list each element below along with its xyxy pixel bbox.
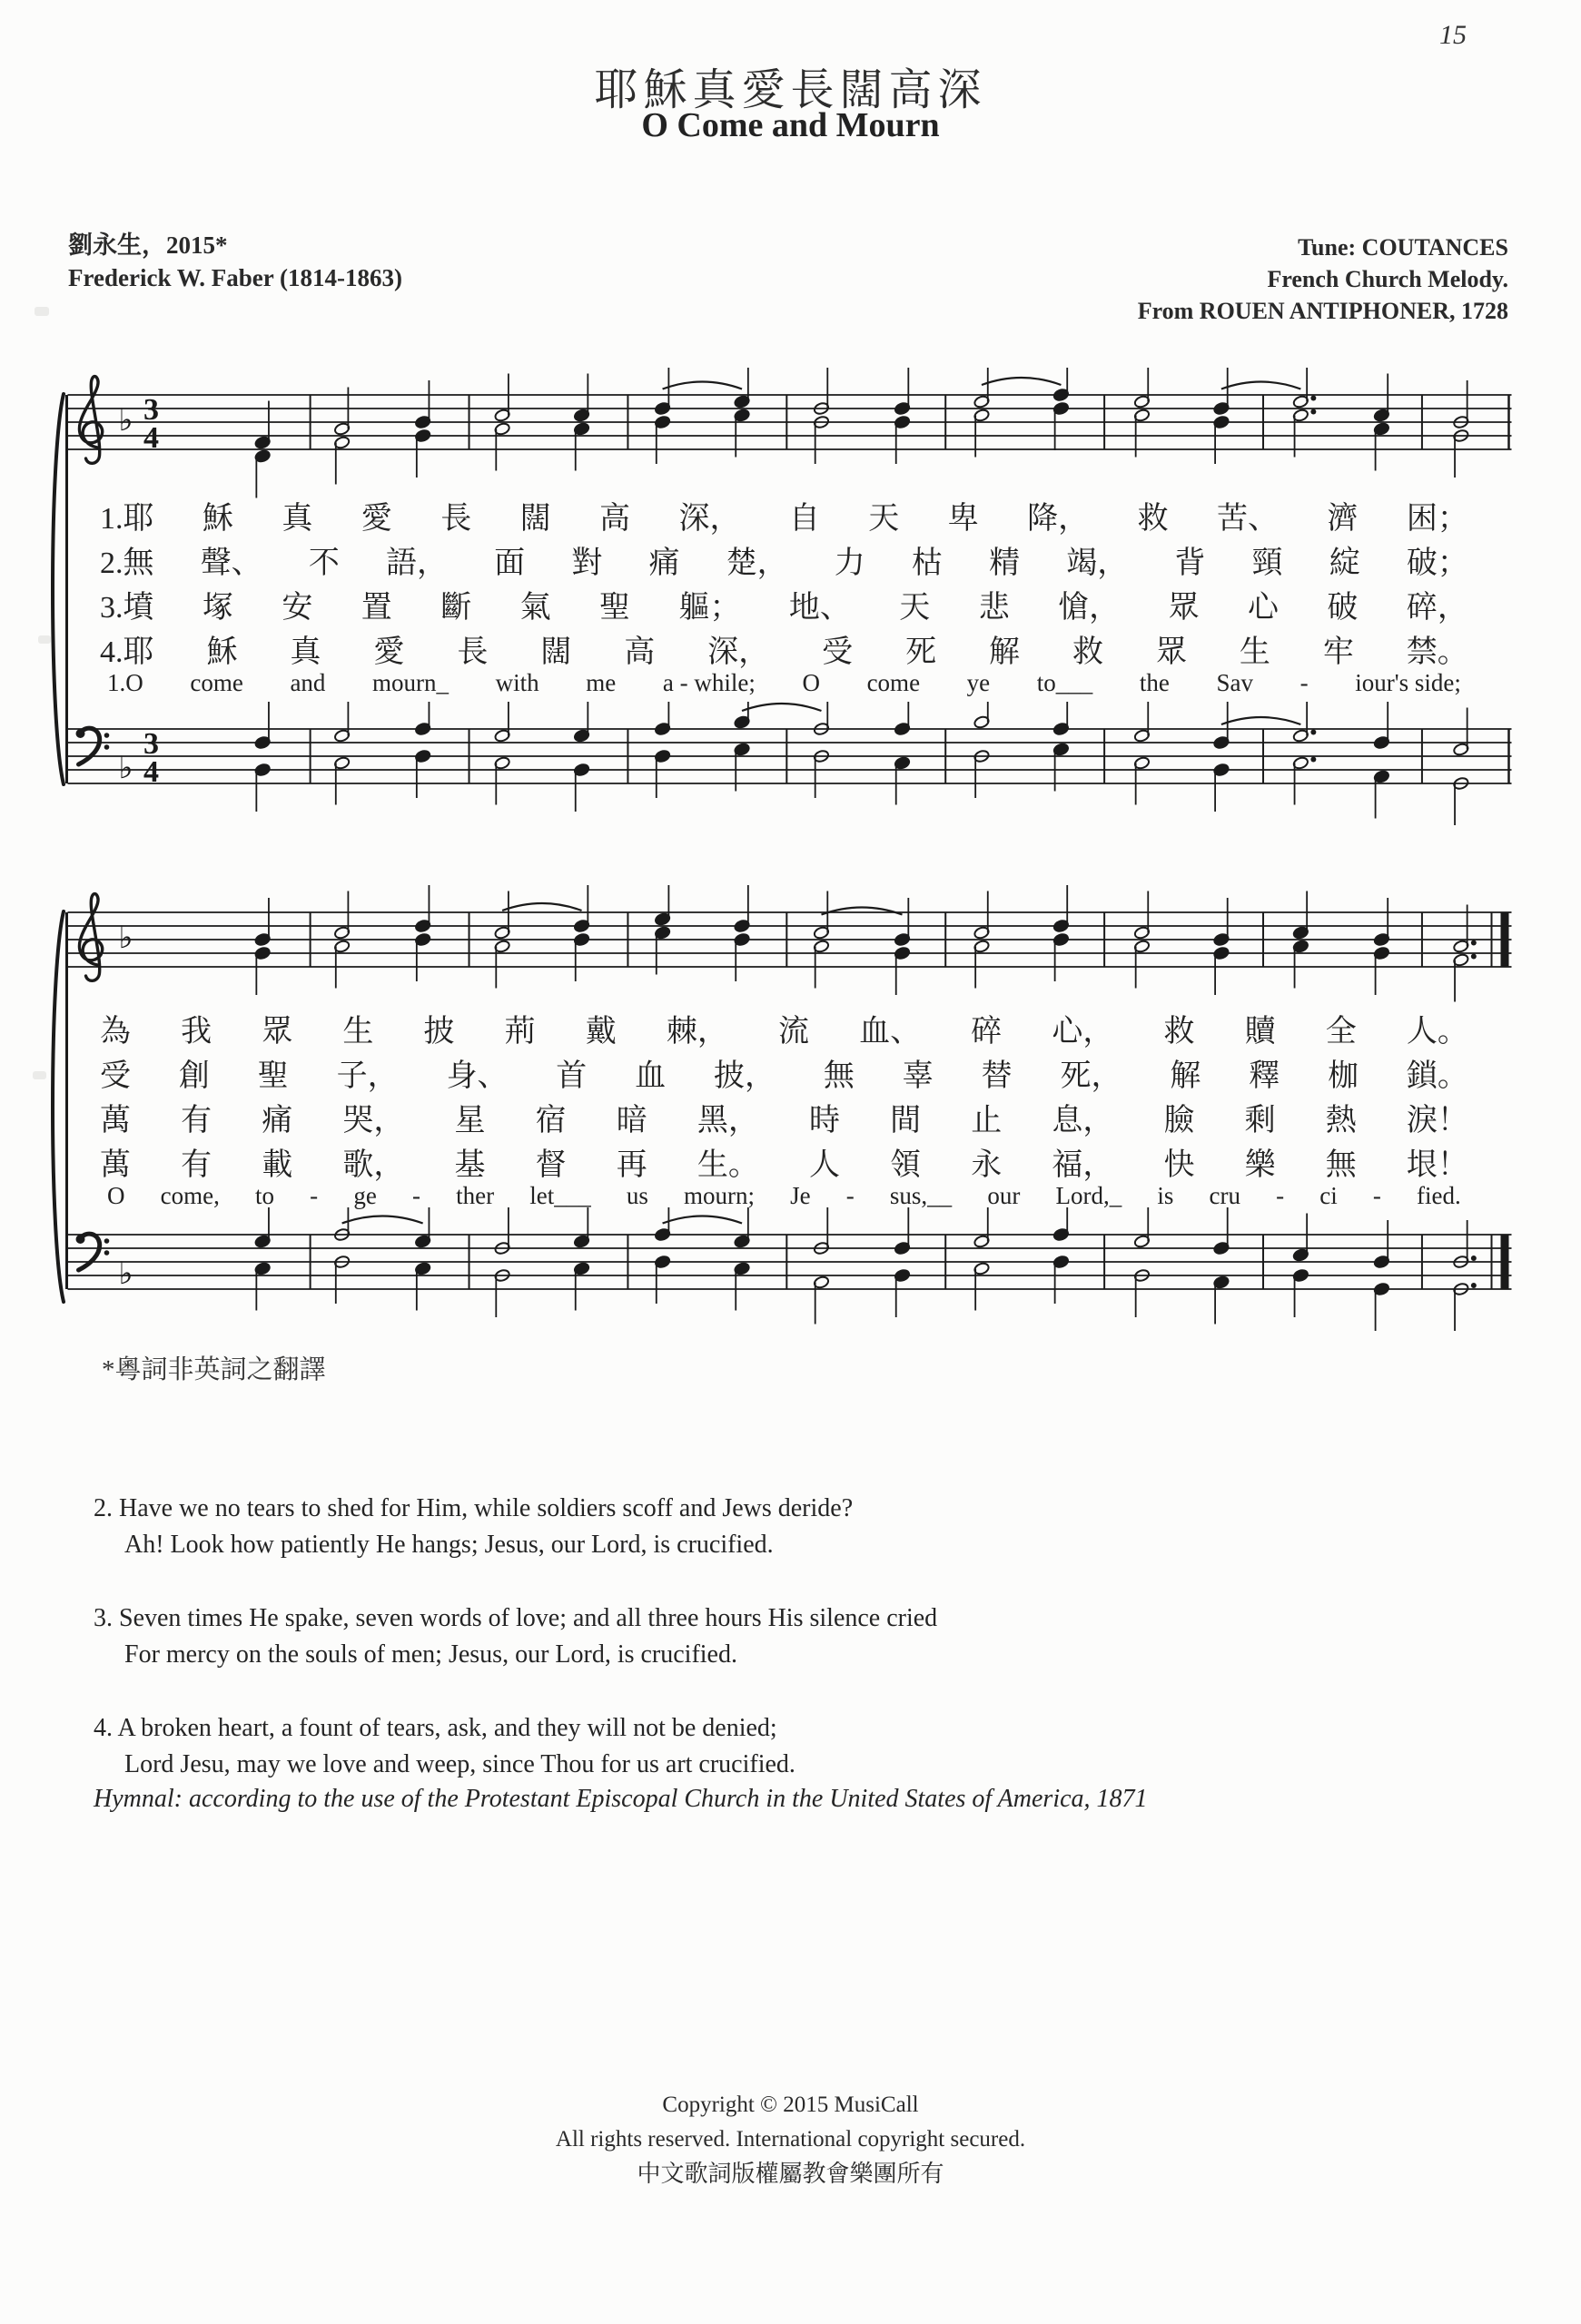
lyric-syllable: 天 <box>899 591 931 625</box>
lyric-syllable: 解 <box>989 635 1021 669</box>
lyric-syllable: let___ <box>529 1182 591 1209</box>
lyric-syllable: 贖 <box>1244 1015 1276 1049</box>
lyric-syllable: 快 <box>1163 1148 1195 1182</box>
lyric-syllable: Je <box>790 1182 811 1209</box>
lyric-syllable: 不 <box>308 547 340 580</box>
lyric-syllable: 救 <box>1072 635 1103 669</box>
hymn-title-english: O Come and Mourn <box>641 106 940 144</box>
lyric-syllable: 永 <box>971 1148 1003 1182</box>
lyric-syllable: 人。 <box>1406 1015 1468 1049</box>
lyric-syllable: 救 <box>1163 1015 1195 1049</box>
lyric-syllable: 3.墳 <box>100 591 154 625</box>
tune-name-line: Tune: COUTANCES <box>1298 234 1508 261</box>
hymnal-source-line: Hymnal: according to the use of the Protestant Episcopal Church in the United States of America, 1871 <box>94 1785 1148 1813</box>
lyric-syllable: 萬 <box>100 1104 131 1137</box>
lyric-syllable: mourn_ <box>372 669 450 696</box>
lyric-syllable: 降， <box>1027 502 1090 536</box>
lyric-syllable: Sav <box>1216 669 1253 696</box>
lyric-syllable: is <box>1157 1182 1174 1209</box>
lyric-syllable: 高 <box>624 635 656 669</box>
lyric-line-verse4-cn <box>65 626 1514 671</box>
lyric-syllable: 止 <box>971 1104 1003 1137</box>
lyric-syllable: and <box>290 669 326 696</box>
lyric-syllable: 生 <box>1239 635 1270 669</box>
system-brace-icon <box>45 909 65 1305</box>
lyric-syllable: me <box>586 669 617 696</box>
copyright-line-3-chinese: 中文歌詞版權屬教會樂團所有 <box>637 2161 944 2187</box>
footnote: *粵詞非英詞之翻譯 <box>102 1355 326 1384</box>
lyric-syllable: 披， <box>714 1059 776 1093</box>
lyric-syllable: 長 <box>457 635 489 669</box>
lyric-syllable: 碎， <box>1406 591 1468 625</box>
lyric-syllable: 釋 <box>1249 1059 1280 1093</box>
lyric-syllable: 臉 <box>1163 1104 1195 1137</box>
lyric-syllable: 闊 <box>540 635 572 669</box>
lyric-line-verse3-cn <box>65 582 1514 626</box>
lyric-syllable: 4.耶 <box>100 635 154 669</box>
lyric-syllable: 真 <box>282 502 313 536</box>
lyric-syllable: 卑 <box>947 502 979 536</box>
lyric-syllable: 我 <box>181 1015 212 1049</box>
svg-text:♭: ♭ <box>118 750 133 786</box>
lyric-syllable: 替 <box>981 1059 1013 1093</box>
lyric-syllable: - <box>411 1182 420 1209</box>
lyric-syllable: 暗 <box>616 1104 647 1137</box>
lyric-syllable: 流 <box>778 1015 809 1049</box>
lyric-syllable: 苦、 <box>1216 502 1279 536</box>
lyric-syllable: 聖 <box>257 1059 289 1093</box>
lyric-syllable: 全 <box>1325 1015 1357 1049</box>
lyric-syllable: 有 <box>181 1148 212 1182</box>
lyric-syllable: 穌 <box>206 635 238 669</box>
lyric-syllable: 長 <box>440 502 472 536</box>
lyric-syllable: 間 <box>890 1104 922 1137</box>
lyric-syllable: 深， <box>707 635 770 669</box>
verse-4 <box>94 1710 937 1783</box>
lyric-syllable: 剩 <box>1244 1104 1276 1137</box>
lyric-syllable: 痛 <box>262 1104 293 1137</box>
lyric-line-verse1-en <box>65 669 1514 697</box>
additional-verses <box>94 1491 937 1820</box>
hymn-title-chinese: 耶穌真愛長闊高深 <box>594 66 987 114</box>
lyric-syllable: 心， <box>1052 1015 1114 1049</box>
lyric-syllable: 垠！ <box>1406 1148 1468 1182</box>
lyric-syllable: 聲、 <box>200 547 262 580</box>
lyric-syllable: - <box>845 1182 855 1209</box>
lyric-syllable: come <box>866 669 921 696</box>
lyric-syllable: 樂 <box>1244 1148 1276 1182</box>
lyric-syllable: 真 <box>290 635 321 669</box>
author-credits <box>68 229 402 294</box>
lyric-syllable: 星 <box>454 1104 486 1137</box>
verse-3-line-1: 3. Seven times He spake, seven words of love; and all three hours His silence cried <box>94 1604 938 1632</box>
lyric-syllable: sus,__ <box>889 1182 953 1209</box>
lyric-syllable: 血 <box>635 1059 667 1093</box>
lyric-syllable: cru <box>1209 1182 1240 1209</box>
system-brace-icon <box>45 391 65 787</box>
lyric-syllable: come <box>190 669 243 696</box>
lyric-syllable: 禁。 <box>1406 635 1468 669</box>
lyric-syllable: 闊 <box>519 502 551 536</box>
lyric-line-refrain-en <box>65 1182 1514 1210</box>
lyric-syllable: 生 <box>342 1015 374 1049</box>
lyric-syllable: to <box>255 1182 275 1209</box>
lyric-syllable: 死， <box>1060 1059 1122 1093</box>
lyric-syllable: to___ <box>1036 669 1093 696</box>
lyric-syllable: - <box>310 1182 319 1209</box>
lyric-syllable: 熱 <box>1325 1104 1357 1137</box>
lyric-syllable: 置 <box>361 591 392 625</box>
tune-credits <box>1138 231 1508 327</box>
lyric-syllable: 心 <box>1247 591 1279 625</box>
lyric-line-verse1-cn <box>65 1006 1514 1050</box>
lyric-syllable: the <box>1139 669 1170 696</box>
lyric-syllable: - <box>1372 1182 1381 1209</box>
verse-3 <box>94 1600 937 1673</box>
lyric-syllable: 聖 <box>599 591 631 625</box>
lyric-syllable: 創 <box>178 1059 210 1093</box>
lyric-line-verse1-cn <box>65 493 1514 537</box>
lyric-syllable: ye <box>966 669 991 696</box>
lyric-syllable: 再 <box>616 1148 647 1182</box>
lyric-syllable: 斷 <box>440 591 472 625</box>
lyric-syllable: 地、 <box>788 591 851 625</box>
lyric-syllable: 福， <box>1052 1148 1114 1182</box>
lyric-syllable: 無 <box>1325 1148 1357 1182</box>
lyric-syllable: 破； <box>1406 547 1468 580</box>
svg-text:♭: ♭ <box>118 1256 133 1292</box>
lyric-syllable: O <box>802 669 820 696</box>
lyric-line-verse2-cn <box>65 537 1514 582</box>
lyric-syllable: 深， <box>678 502 741 536</box>
lyric-syllable: 天 <box>868 502 900 536</box>
svg-text:3: 3 <box>143 727 159 761</box>
copyright-line-2: All rights reserved. International copyright secured. <box>555 2127 1026 2152</box>
lyric-syllable: 披 <box>423 1015 455 1049</box>
lyric-syllable: 息， <box>1052 1104 1114 1137</box>
lyric-syllable: 為 <box>100 1015 131 1049</box>
lyric-syllable: 首 <box>556 1059 588 1093</box>
lyric-syllable: 愛 <box>373 635 405 669</box>
lyric-syllable: 載 <box>262 1148 293 1182</box>
lyric-syllable: 語， <box>385 547 448 580</box>
lyric-syllable: O <box>107 1182 125 1209</box>
lyric-syllable: 自 <box>788 502 820 536</box>
lyric-syllable: fied. <box>1417 1182 1461 1209</box>
scan-smudge <box>38 635 51 644</box>
lyric-syllable: 枯 <box>911 547 943 580</box>
lyric-syllable: 受 <box>822 635 854 669</box>
lyric-syllable: 時 <box>809 1104 840 1137</box>
lyric-syllable: 愴， <box>1058 591 1121 625</box>
lyric-syllable: 愛 <box>361 502 392 536</box>
lyric-syllable: Lord,_ <box>1055 1182 1122 1209</box>
lyric-syllable: 有 <box>181 1104 212 1137</box>
lyric-syllable: us <box>626 1182 648 1209</box>
lyric-syllable: 棘， <box>666 1015 728 1049</box>
verse-4-line-1: 4. A broken heart, a fount of tears, ask, and they will not be denied; <box>94 1714 777 1742</box>
lyric-syllable: 眾 <box>1155 635 1187 669</box>
lyric-syllable: 1.耶 <box>100 502 154 536</box>
lyric-syllable: 塚 <box>202 591 233 625</box>
lyric-line-verse2-cn <box>65 1050 1514 1095</box>
lyric-syllable: 力 <box>834 547 865 580</box>
lyric-syllable: 子， <box>336 1059 399 1093</box>
svg-text:3: 3 <box>143 393 159 427</box>
lyric-syllable: 領 <box>890 1148 922 1182</box>
lyric-syllable: ge <box>353 1182 377 1209</box>
lyric-syllable: - <box>1276 1182 1285 1209</box>
lyric-syllable: 血、 <box>859 1015 922 1049</box>
verse-2 <box>94 1491 937 1563</box>
lyric-syllable: 竭， <box>1066 547 1129 580</box>
lyric-syllable: ci <box>1319 1182 1338 1209</box>
copyright-line-1: Copyright © 2015 MusiCall <box>662 2093 919 2117</box>
lyric-syllable: 荊 <box>504 1015 536 1049</box>
lyric-syllable: 濟 <box>1327 502 1359 536</box>
lyric-syllable: 高 <box>599 502 631 536</box>
lyric-syllable: mourn; <box>684 1182 755 1209</box>
treble-staff-system-2 <box>65 885 1514 1021</box>
svg-text:4: 4 <box>143 421 159 455</box>
lyric-syllable: 無 <box>823 1059 855 1093</box>
lyric-line-verse4-cn <box>65 1139 1514 1184</box>
lyric-syllable: 牢 <box>1322 635 1354 669</box>
lyric-line-verse3-cn <box>65 1095 1514 1139</box>
lyric-syllable: - <box>1299 669 1309 696</box>
lyric-syllable: 眾 <box>1168 591 1200 625</box>
lyric-syllable: 督 <box>535 1148 567 1182</box>
lyric-syllable: 困； <box>1406 502 1468 536</box>
tune-source-line: From ROUEN ANTIPHONER, 1728 <box>1137 298 1508 324</box>
lyric-syllable: 黑， <box>697 1104 759 1137</box>
lyric-syllable: 背 <box>1174 547 1206 580</box>
lyric-syllable: 氣 <box>519 591 551 625</box>
lyric-syllable: 救 <box>1137 502 1169 536</box>
lyric-syllable: 歌， <box>342 1148 405 1182</box>
lyric-syllable: 宿 <box>535 1104 567 1137</box>
lyric-syllable: come, <box>160 1182 220 1209</box>
lyric-syllable: 對 <box>571 547 603 580</box>
lyric-syllable: 枷 <box>1328 1059 1359 1093</box>
lyric-syllable: a - while; <box>662 669 756 696</box>
svg-text:♭: ♭ <box>118 402 133 438</box>
author-line: Frederick W. Faber (1814-1863) <box>68 264 402 291</box>
svg-text:4: 4 <box>143 755 159 789</box>
lyric-syllable: 面 <box>494 547 526 580</box>
lyric-syllable: 身、 <box>446 1059 509 1093</box>
lyric-syllable: 穌 <box>202 502 233 536</box>
verse-4-line-2: Lord Jesu, may we love and weep, since Thou for us art crucified. <box>124 1750 795 1778</box>
verse-3-line-2: For mercy on the souls of men; Jesus, our Lord, is crucified. <box>124 1640 737 1669</box>
lyric-syllable: 綻 <box>1329 547 1360 580</box>
lyric-syllable: 人 <box>809 1148 840 1182</box>
lyric-syllable: 碎 <box>971 1015 1003 1049</box>
lyric-syllable: 1.O <box>107 669 143 696</box>
lyric-syllable: with <box>495 669 539 696</box>
lyric-syllable: 解 <box>1170 1059 1201 1093</box>
lyric-syllable: 辜 <box>902 1059 934 1093</box>
lyric-syllable: 生。 <box>697 1148 759 1182</box>
verse-2-line-2: Ah! Look how patiently He hangs; Jesus, our Lord, is crucified. <box>124 1531 774 1559</box>
lyric-syllable: 死 <box>905 635 937 669</box>
verse-2-line-1: 2. Have we no tears to shed for Him, while soldiers scoff and Jews deride? <box>94 1494 854 1522</box>
lyric-syllable: 楚， <box>726 547 788 580</box>
lyric-syllable: 頸 <box>1251 547 1283 580</box>
lyric-syllable: iour's side; <box>1355 669 1461 696</box>
bass-staff-system-2 <box>65 1207 1514 1344</box>
lyric-syllable: 受 <box>100 1059 131 1093</box>
lyric-syllable: 軀； <box>678 591 741 625</box>
music-system-2 <box>65 885 1514 1357</box>
lyric-syllable: 萬 <box>100 1148 131 1182</box>
lyric-syllable: 安 <box>282 591 313 625</box>
tune-origin-line: French Church Melody. <box>1267 266 1508 292</box>
svg-text:♭: ♭ <box>118 920 133 956</box>
lyric-syllable: ther <box>456 1182 495 1209</box>
lyric-syllable: 精 <box>989 547 1021 580</box>
treble-staff-system-1 <box>65 368 1514 504</box>
page-number: 15 <box>1439 20 1467 50</box>
scan-smudge <box>35 307 49 316</box>
lyric-syllable: 2.無 <box>100 547 154 580</box>
music-system-1 <box>65 368 1514 840</box>
copyright-block <box>0 2088 1581 2191</box>
lyric-syllable: 痛 <box>648 547 680 580</box>
lyric-syllable: 鎖。 <box>1406 1059 1468 1093</box>
scan-smudge <box>33 1071 46 1079</box>
lyric-syllable: 破 <box>1327 591 1359 625</box>
lyric-syllable: 基 <box>454 1148 486 1182</box>
lyric-syllable: 淚！ <box>1406 1104 1468 1137</box>
lyric-syllable: 眾 <box>262 1015 293 1049</box>
lyric-syllable: 悲 <box>978 591 1010 625</box>
lyric-syllable: 哭， <box>342 1104 405 1137</box>
bass-staff-system-1 <box>65 702 1514 838</box>
lyric-syllable: 戴 <box>585 1015 617 1049</box>
lyricist-line: 劉永生，2015* <box>68 231 228 259</box>
lyric-syllable: our <box>987 1182 1021 1209</box>
